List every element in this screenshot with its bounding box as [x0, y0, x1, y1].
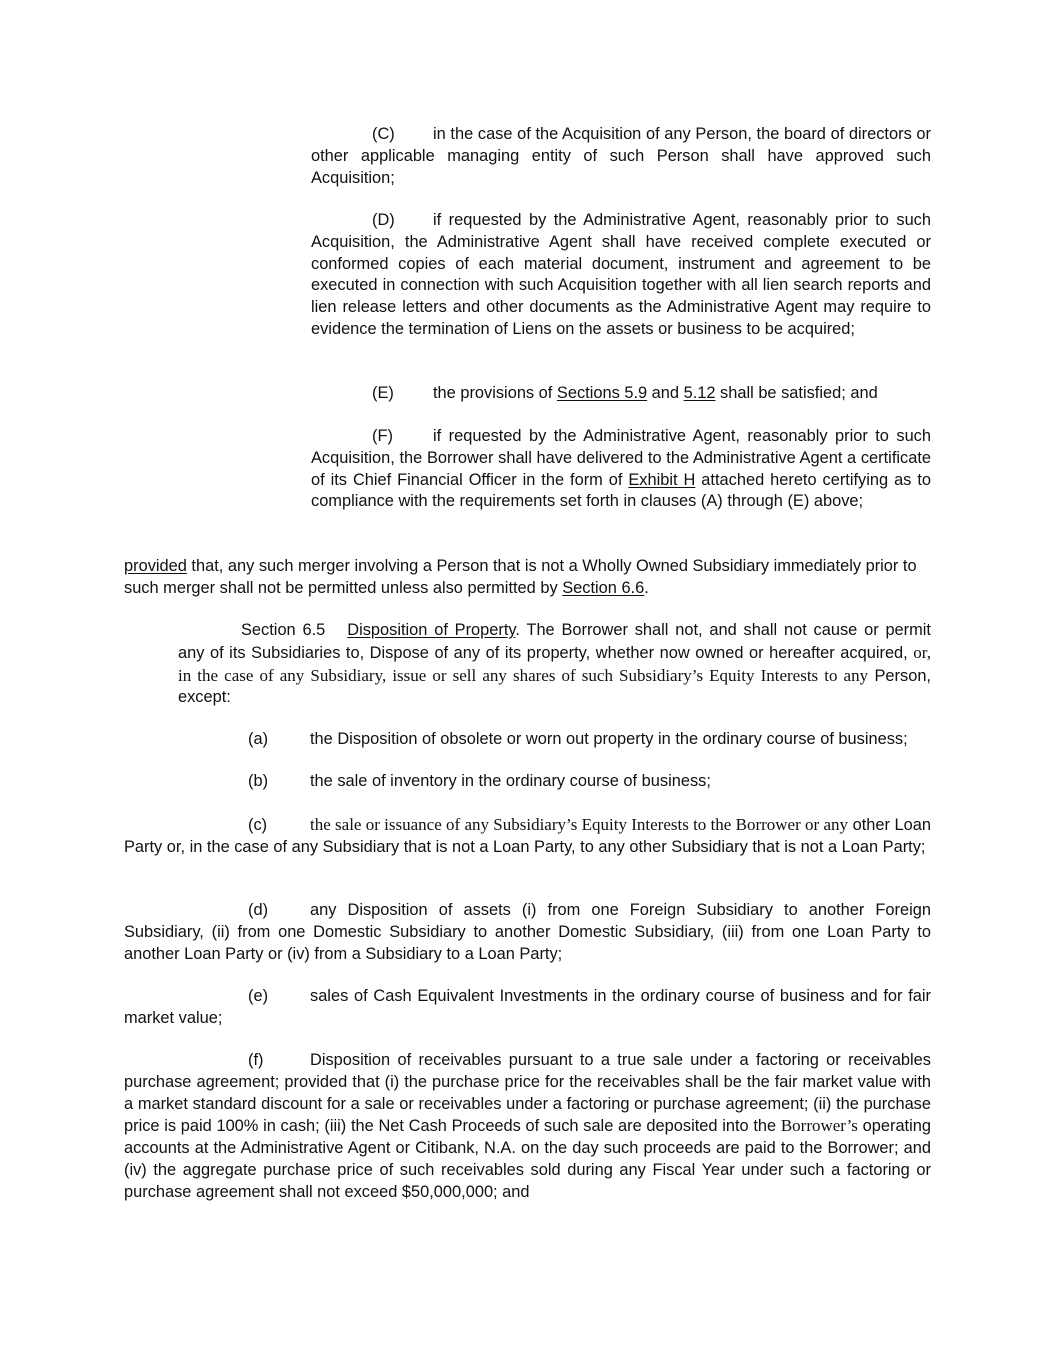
clause-label: (a) [248, 730, 269, 748]
subclause-label: (E) [372, 384, 394, 402]
clause-label: (d) [248, 901, 269, 919]
clause-label: (b) [248, 772, 269, 790]
subclause-text: if requested by the Administrative Agent, reasonably prior to such Acquisition, the Administrative Agent shall have received complete executed or conformed copies of each material document, instrument and agreement to be executed in connection with such Acquisition together with all lien search reports and lien release letters and other documents as the Administrative Agent may require to evidence the termination of Liens on the assets or business to be acquired; [311, 211, 931, 338]
clause-text: other Loan Party or, in the case of any Subsidiary that is not a Loan Party, to any other Subsidiary that is not a Loan Party; [124, 816, 932, 856]
subclause-text: and [647, 384, 684, 402]
clause-label: (c) [248, 816, 268, 834]
subclause-text: shall be satisfied; and [715, 384, 878, 402]
section-title: Disposition of Property [347, 621, 516, 639]
clause-text: the sale of inventory in the ordinary course of business; [310, 772, 711, 790]
subclause-label: (F) [372, 427, 393, 445]
clause-a [124, 729, 931, 751]
section-6-5-paragraph [178, 620, 931, 709]
clause-text: Disposition of receivables pursuant to a true sale under a factoring or receivables purchase agreement; provided that (i) the purchase price for the receivables shall be the fair market value with a market standard discount for a sale or receivables under a factoring or purchase agreement; (ii) the purchase price is paid 100% in cash; (iii) the Net Cash Proceeds of such sale are deposited into the [124, 1051, 931, 1136]
subclause-label: (C) [372, 125, 395, 143]
section-reference-link[interactable]: Section 6.6 [562, 578, 645, 597]
subclause-d [311, 210, 931, 341]
proviso-text: . [644, 578, 649, 597]
section-reference-link[interactable]: 5.12 [683, 384, 716, 402]
section-text: or, in the case of any Subsidiary, issue or sell any shares of such Subsidiary’s Equity Interests to any [178, 642, 931, 685]
subclause-c [311, 124, 931, 189]
section-text: . The Borrower shall not, and shall not cause or permit any of its Subsidiaries to, Dispose of any of its property, whether now owned or hereafter acquired, [178, 621, 931, 662]
section-number: Section 6.5 [241, 621, 326, 639]
subclause-text: the provisions of [433, 384, 557, 402]
clause-d [124, 900, 931, 965]
section-text: Person, except: [178, 666, 931, 707]
subclause-label: (D) [372, 211, 395, 229]
clause-text: the Disposition of obsolete or worn out property in the ordinary course of business; [310, 730, 908, 748]
clause-text: any Disposition of assets (i) from one Foreign Subsidiary to another Foreign Subsidiary, (ii) from one Domestic Subsidiary to another Domestic Subsidiary, (iii) from one Loan Party to another Loan Party or (iv) from a Subsidiary to a Loan Party; [124, 901, 931, 963]
subclause-f [311, 426, 931, 513]
proviso-paragraph [124, 556, 931, 600]
subclause-e [311, 383, 931, 405]
clause-text: sales of Cash Equivalent Investments in the ordinary course of business and for fair market value; [124, 987, 931, 1027]
clause-label: (e) [248, 987, 269, 1005]
clause-f [124, 1050, 931, 1204]
subclause-text: if requested by the Administrative Agent, reasonably prior to such Acquisition, the Borrower shall have delivered to the Administrative Agent a certificate of its Chief Financial Officer in the form of [311, 427, 931, 489]
clause-e [124, 986, 931, 1030]
proviso-text: that, any such merger involving a Person that is not a Wholly Owned Subsidiary immediately prior to such merger shall not be permitted unless also permitted by [124, 557, 917, 597]
proviso-lead: provided [124, 557, 187, 575]
clause-c [124, 814, 931, 859]
clause-b [124, 771, 931, 793]
subclause-text: attached hereto certifying as to compliance with the requirements set forth in clauses (A) through (E) above; [311, 470, 931, 511]
section-reference-link[interactable]: Sections 5.9 [556, 384, 648, 402]
clause-text: the sale or issuance of any Subsidiary’s Equity Interests to the Borrower or any [310, 815, 849, 834]
exhibit-reference-link[interactable]: Exhibit H [628, 470, 696, 489]
subclause-text: in the case of the Acquisition of any Person, the board of directors or other applicable managing entity of such Person shall have approved such Acquisition; [311, 125, 931, 187]
clause-text: Borrower’s [780, 1116, 858, 1136]
clause-text: operating accounts at the Administrative Agent or Citibank, N.A. on the day such proceeds are paid to the Borrower; and (iv) the aggregate purchase price of such receivables sold during any Fiscal Year under such a factoring or purchase agreement shall not exceed $50,000,000; and [124, 1117, 931, 1201]
clause-label: (f) [248, 1051, 264, 1069]
